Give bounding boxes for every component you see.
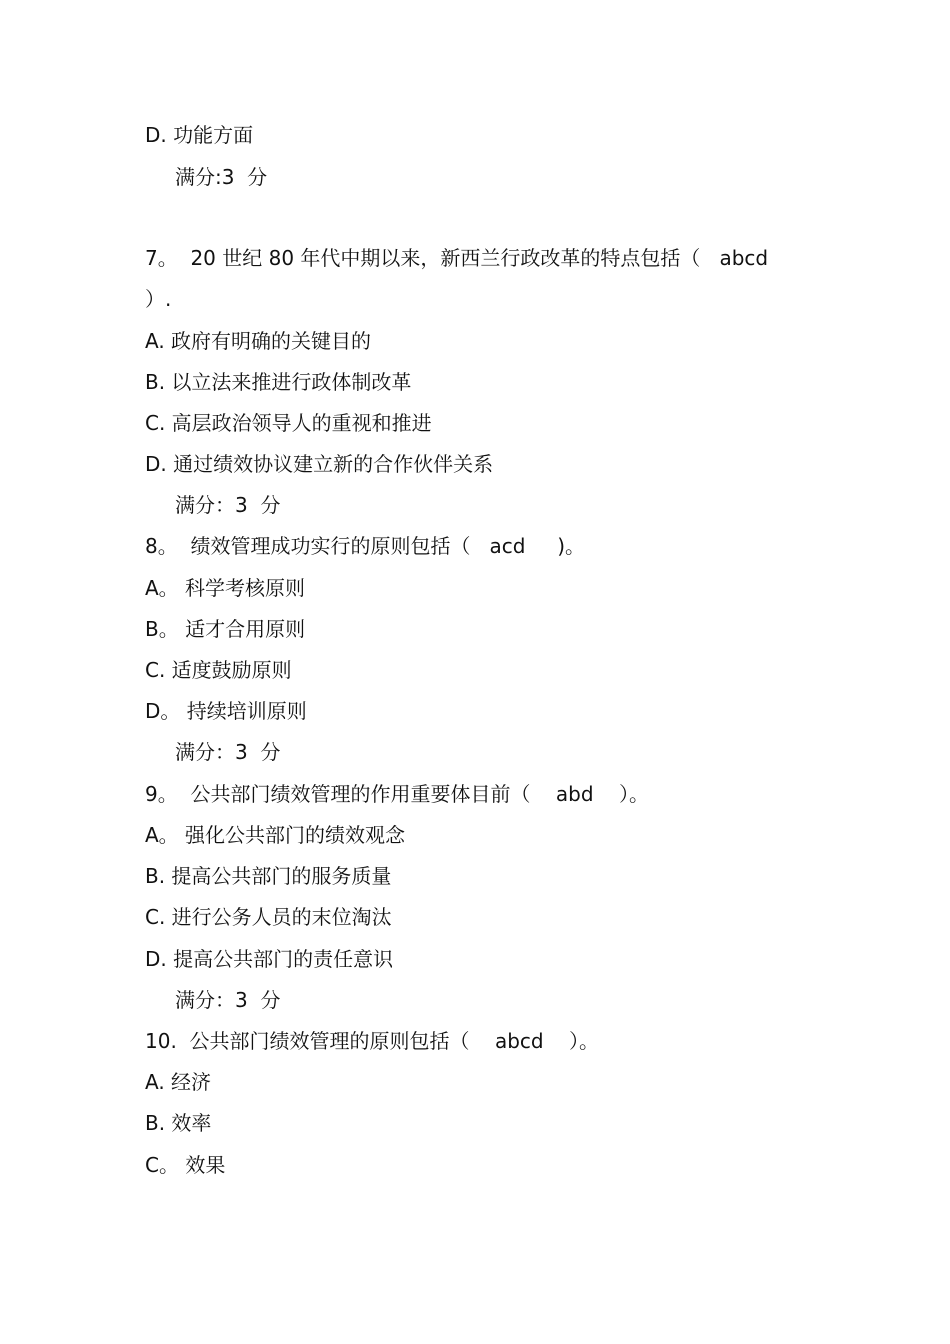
option-6d: D. 功能方面 bbox=[145, 123, 254, 147]
option-10c: C。 效果 bbox=[145, 1153, 226, 1177]
option-7a: A. 政府有明确的关键目的 bbox=[145, 329, 372, 353]
option-10b: B. 效率 bbox=[145, 1111, 212, 1135]
score-9: 满分：3 分 bbox=[175, 988, 281, 1012]
question-7: 7。 20 世纪 80 年代中期以来，新西兰行政改革的特点包括（ abcd bbox=[145, 246, 769, 270]
option-9b: B. 提高公共部门的服务质量 bbox=[145, 864, 392, 888]
option-7c: C. 高层政治领导人的重视和推进 bbox=[145, 411, 432, 435]
option-7d: D. 通过绩效协议建立新的合作伙伴关系 bbox=[145, 452, 494, 476]
score-7: 满分：3 分 bbox=[175, 493, 281, 517]
option-10a: A. 经济 bbox=[145, 1070, 212, 1094]
question-8: 8。 绩效管理成功实行的原则包括（ acd )。 bbox=[145, 534, 586, 558]
score-8: 满分：3 分 bbox=[175, 740, 281, 764]
score-6: 满分:3 分 bbox=[175, 165, 268, 189]
option-8a: A。 科学考核原则 bbox=[145, 576, 306, 600]
option-9a: A。 强化公共部门的绩效观念 bbox=[145, 823, 406, 847]
question-9: 9。 公共部门绩效管理的作用重要体目前（ abd ）。 bbox=[145, 782, 649, 806]
option-8b: B。 适才合用原则 bbox=[145, 617, 306, 641]
question-10: 10. 公共部门绩效管理的原则包括（ abcd ）。 bbox=[145, 1029, 600, 1053]
option-8c: C. 适度鼓励原则 bbox=[145, 658, 292, 682]
option-9d: D. 提高公共部门的责任意识 bbox=[145, 947, 394, 971]
option-8d: D。 持续培训原则 bbox=[145, 699, 307, 723]
option-9c: C. 进行公务人员的末位淘汰 bbox=[145, 905, 392, 929]
question-7-cont: ）. bbox=[145, 287, 172, 311]
option-7b: B. 以立法来推进行政体制改革 bbox=[145, 370, 412, 394]
